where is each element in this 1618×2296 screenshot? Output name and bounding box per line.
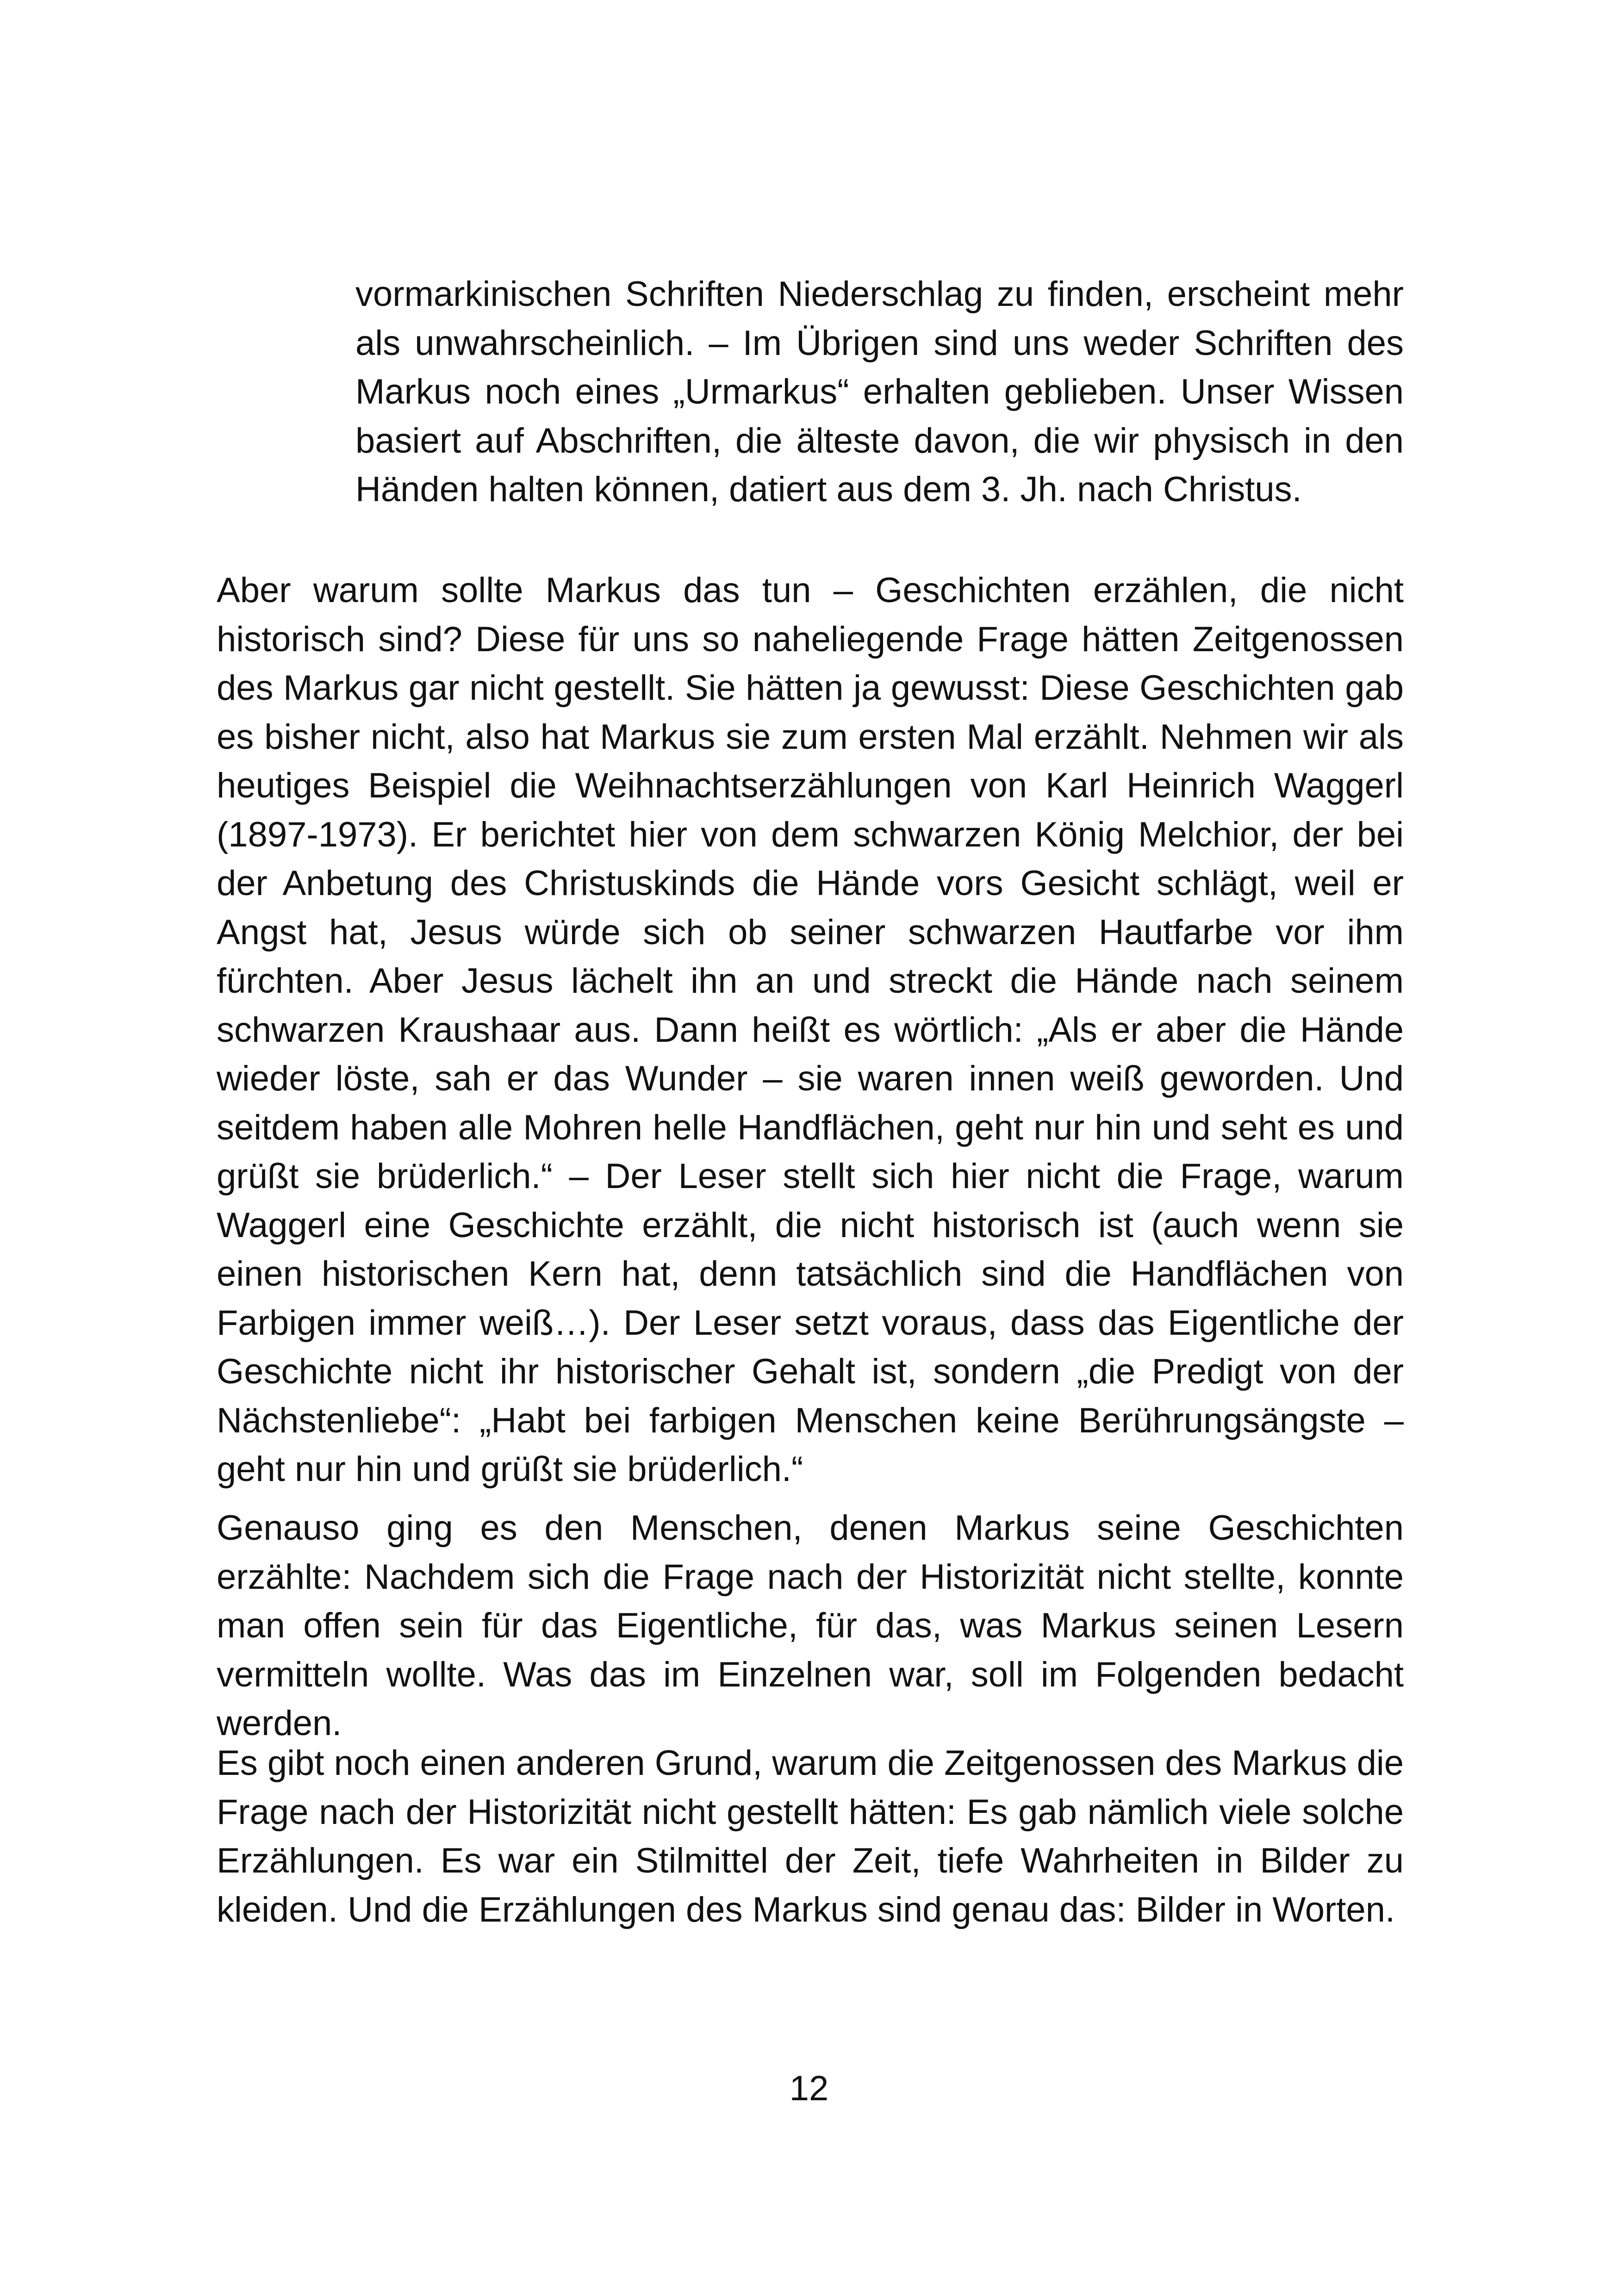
body-paragraph-2: Genauso ging es den Menschen, denen Markus seine Geschichten erzählte: Nachdem sich die Frage nach der Historizität nicht stellte, konnte man offen sein für das Eigentliche, für das, was Markus seinen Lesern vermitteln wollte. Was das im Einzelnen war, soll im Folgenden bedacht werden. — [217, 1508, 1404, 1743]
page-number: 12 — [789, 2069, 829, 2108]
body-paragraph-1: Aber warum sollte Markus das tun – Geschichten erzählen, die nicht historisch sind? Diese für uns so naheliegende Frage hätten Zeitgenossen des Markus gar nicht gestellt. Sie hätten ja gewusst: Diese Geschichten gab es bisher nicht, also hat Markus sie zum ersten Mal erzählt. Nehmen wir als heutiges Beispiel die Weihnachtserzählungen von Karl Heinrich Waggerl (1897-1973). Er berichtet hier von dem schwarzen König Melchior, der bei der Anbetung des Christuskinds die Hände vors Gesicht schlägt, weil er Angst hat, Jesus würde sich ob seiner schwarzen Hautfarbe vor ihm fürchten. Aber Jesus lächelt ihn an und streckt die Hände nach seinem schwarzen Kraushaar aus. Dann heißt es wörtlich: „Als er aber die Hände wieder löste, sah er das Wunder – sie waren innen weiß geworden. Und seitdem haben alle Mohren helle Handflächen, geht nur hin und seht es und grüßt sie brüderlich.“ – Der Leser stellt sich hier nicht die Frage, warum Waggerl eine Geschichte erzählt, die nicht historisch ist (auch wenn sie einen historischen Kern hat, denn tatsächlich sind die Handflächen von Farbigen immer weiß…). Der Leser setzt voraus, dass das Eigentliche der Geschichte nicht ihr historischer Gehalt ist, sondern „die Predigt von der Nächstenliebe“: „Habt bei farbigen Menschen keine Berührungsängste – geht nur hin und grüßt sie brüderlich.“ — [217, 571, 1404, 1489]
indented-quote-paragraph: vormarkinischen Schriften Niederschlag zu finden, erscheint mehr als unwahrscheinlich. – Im Übrigen sind uns weder Schriften des Markus noch eines „Urmarkus“ erhalten geblieben. Unser Wissen basiert auf Abschriften, die älteste davon, die wir physisch in den Händen halten können, datiert aus dem 3. Jh. nach Christus. — [355, 274, 1404, 509]
body-paragraph-3: Es gibt noch einen anderen Grund, warum die Zeitgenossen des Markus die Frage nach der Historizität nicht gestellt hätten: Es gab nämlich viele solche Erzählungen. Es war ein Stilmittel der Zeit, tiefe Wahrheiten in Bilder zu kleiden. Und die Erzählungen des Markus sind genau das: Bilder in Worten. — [217, 1743, 1404, 1929]
